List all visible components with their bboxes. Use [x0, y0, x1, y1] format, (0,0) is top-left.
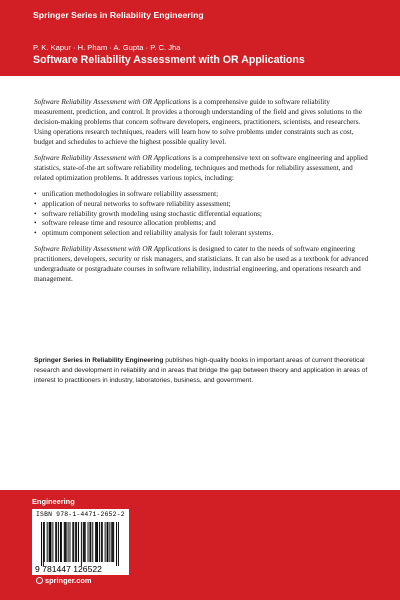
- book-title: Software Reliability Assessment with OR Applications: [33, 54, 305, 66]
- barcode-bar: [44, 522, 45, 562]
- series-name: Springer Series in Reliability Engineering: [33, 10, 204, 20]
- barcode-bar: [88, 522, 89, 562]
- barcode-bar: [90, 522, 91, 562]
- barcode-bar: [85, 522, 86, 562]
- bullet-icon: •: [34, 189, 37, 198]
- barcode-bar: [55, 522, 56, 562]
- barcode-bar: [81, 522, 82, 566]
- authors: P. K. Kapur · H. Pham · A. Gupta · P. C. Jha: [33, 43, 181, 52]
- barcode-bar: [95, 522, 96, 562]
- paragraph-text: is designed to cater to the needs of software engineering practitioners, developers, security or risk managers, and statisticians. It can also be used as a textbook for advanced undergraduate or postgraduate courses in software reliability, industrial engineering, and operations research and management.: [34, 245, 369, 284]
- barcode-bar: [109, 522, 110, 562]
- paragraph-3: [34, 245, 370, 285]
- title-mention: Software Reliability Assessment with OR Applications: [34, 245, 191, 254]
- barcode-bar: [47, 522, 48, 562]
- barcode-bar: [78, 522, 79, 562]
- barcode-bar: [43, 522, 44, 566]
- header-band: [0, 0, 400, 76]
- paragraph-text: is a comprehensive text on software engineering and applied statistics, state-of-the art software reliability modeling, techniques and methods for reliability assessment, and related optimization problems. It addresses various topics, including:: [34, 153, 368, 182]
- website[interactable]: [36, 576, 91, 585]
- barcode-bar: [60, 522, 61, 562]
- paragraph-text: is a comprehensive guide to software reliability measurement, prediction, and control. It provides a thorough understanding of the field and gives solutions to the decision-making problems that concern software developers, engineers, practitioners, scientists, and researchers. Using operations research techniques, readers will learn how to solve problems under constraints such as cost, budget and schedules to achieve the highest possible quality level.: [34, 98, 362, 146]
- footer-band: [0, 490, 400, 600]
- category-label: Engineering: [32, 497, 75, 506]
- barcode-bar: [112, 522, 113, 562]
- barcode-bar: [116, 522, 117, 566]
- barcode-bar: [61, 522, 62, 562]
- barcode: [32, 509, 129, 575]
- barcode-bar: [72, 522, 73, 562]
- description: [34, 98, 370, 291]
- list-item: • optimum component selection and reliability analysis for fault tolerant systems.: [34, 229, 274, 238]
- barcode-bar: [105, 522, 106, 562]
- barcode-bar: [76, 522, 77, 562]
- barcode-bar: [51, 522, 52, 562]
- barcode-bar: [64, 522, 65, 562]
- barcode-bar: [108, 522, 109, 562]
- isbn: ISBN 978-1-4471-2652-2: [36, 511, 125, 518]
- title-mention: Software Reliability Assessment with OR Applications: [34, 98, 191, 106]
- barcode-bar: [73, 522, 74, 562]
- bullet-icon: •: [34, 229, 37, 238]
- list-item: • application of neural networks to software reliability assessment;: [34, 199, 231, 208]
- barcode-bar: [107, 522, 108, 562]
- series-description: [34, 356, 370, 385]
- barcode-bar: [89, 522, 90, 562]
- topic-list: [34, 190, 370, 240]
- paragraph-1: [34, 98, 370, 148]
- barcode-bar: [49, 522, 50, 562]
- barcode-bar: [99, 522, 100, 562]
- list-item: • software release time and resource allocation problems; and: [34, 219, 216, 228]
- barcode-graphic: [32, 509, 129, 575]
- bullet-icon: •: [34, 219, 37, 228]
- barcode-bar: [113, 522, 114, 562]
- list-item: • software reliability growth modeling using stochastic differential equations;: [34, 209, 262, 218]
- barcode-bar: [101, 522, 102, 562]
- barcode-bar: [97, 522, 98, 562]
- barcode-bar: [102, 522, 103, 562]
- list-item: • unification methodologies in software reliability assessment;: [34, 189, 219, 198]
- globe-icon: [36, 577, 43, 584]
- bullet-icon: •: [34, 209, 37, 218]
- paragraph-2: [34, 154, 370, 184]
- barcode-bar: [50, 522, 51, 562]
- barcode-bar: [52, 522, 53, 562]
- barcode-bar: [96, 522, 97, 562]
- barcode-bar: [92, 522, 93, 562]
- barcode-number: 9 781447 126522: [35, 564, 102, 574]
- barcode-bar: [56, 522, 57, 562]
- series-text: publishes high-quality books in important areas of current theoretical research and development in reliability and in areas that bridge the gap between theory and application in areas of interest to practitioners in industry, laboratories, business, and government.: [34, 357, 368, 384]
- barcode-bar: [118, 522, 119, 566]
- barcode-bar: [66, 522, 67, 562]
- barcode-bar: [83, 522, 84, 562]
- barcode-bar: [58, 522, 59, 562]
- barcode-bar: [70, 522, 71, 562]
- title-mention: Software Reliability Assessment with OR Applications: [34, 153, 191, 162]
- series-name-bold: Springer Series in Reliability Engineering: [34, 357, 164, 364]
- barcode-bar: [75, 522, 76, 562]
- barcode-bar: [68, 522, 69, 562]
- barcode-bar: [65, 522, 66, 562]
- barcode-bar: [84, 522, 85, 562]
- barcode-bar: [41, 522, 42, 566]
- bullet-icon: •: [34, 199, 37, 208]
- barcode-bar: [111, 522, 112, 562]
- website-label: springer.com: [45, 576, 92, 585]
